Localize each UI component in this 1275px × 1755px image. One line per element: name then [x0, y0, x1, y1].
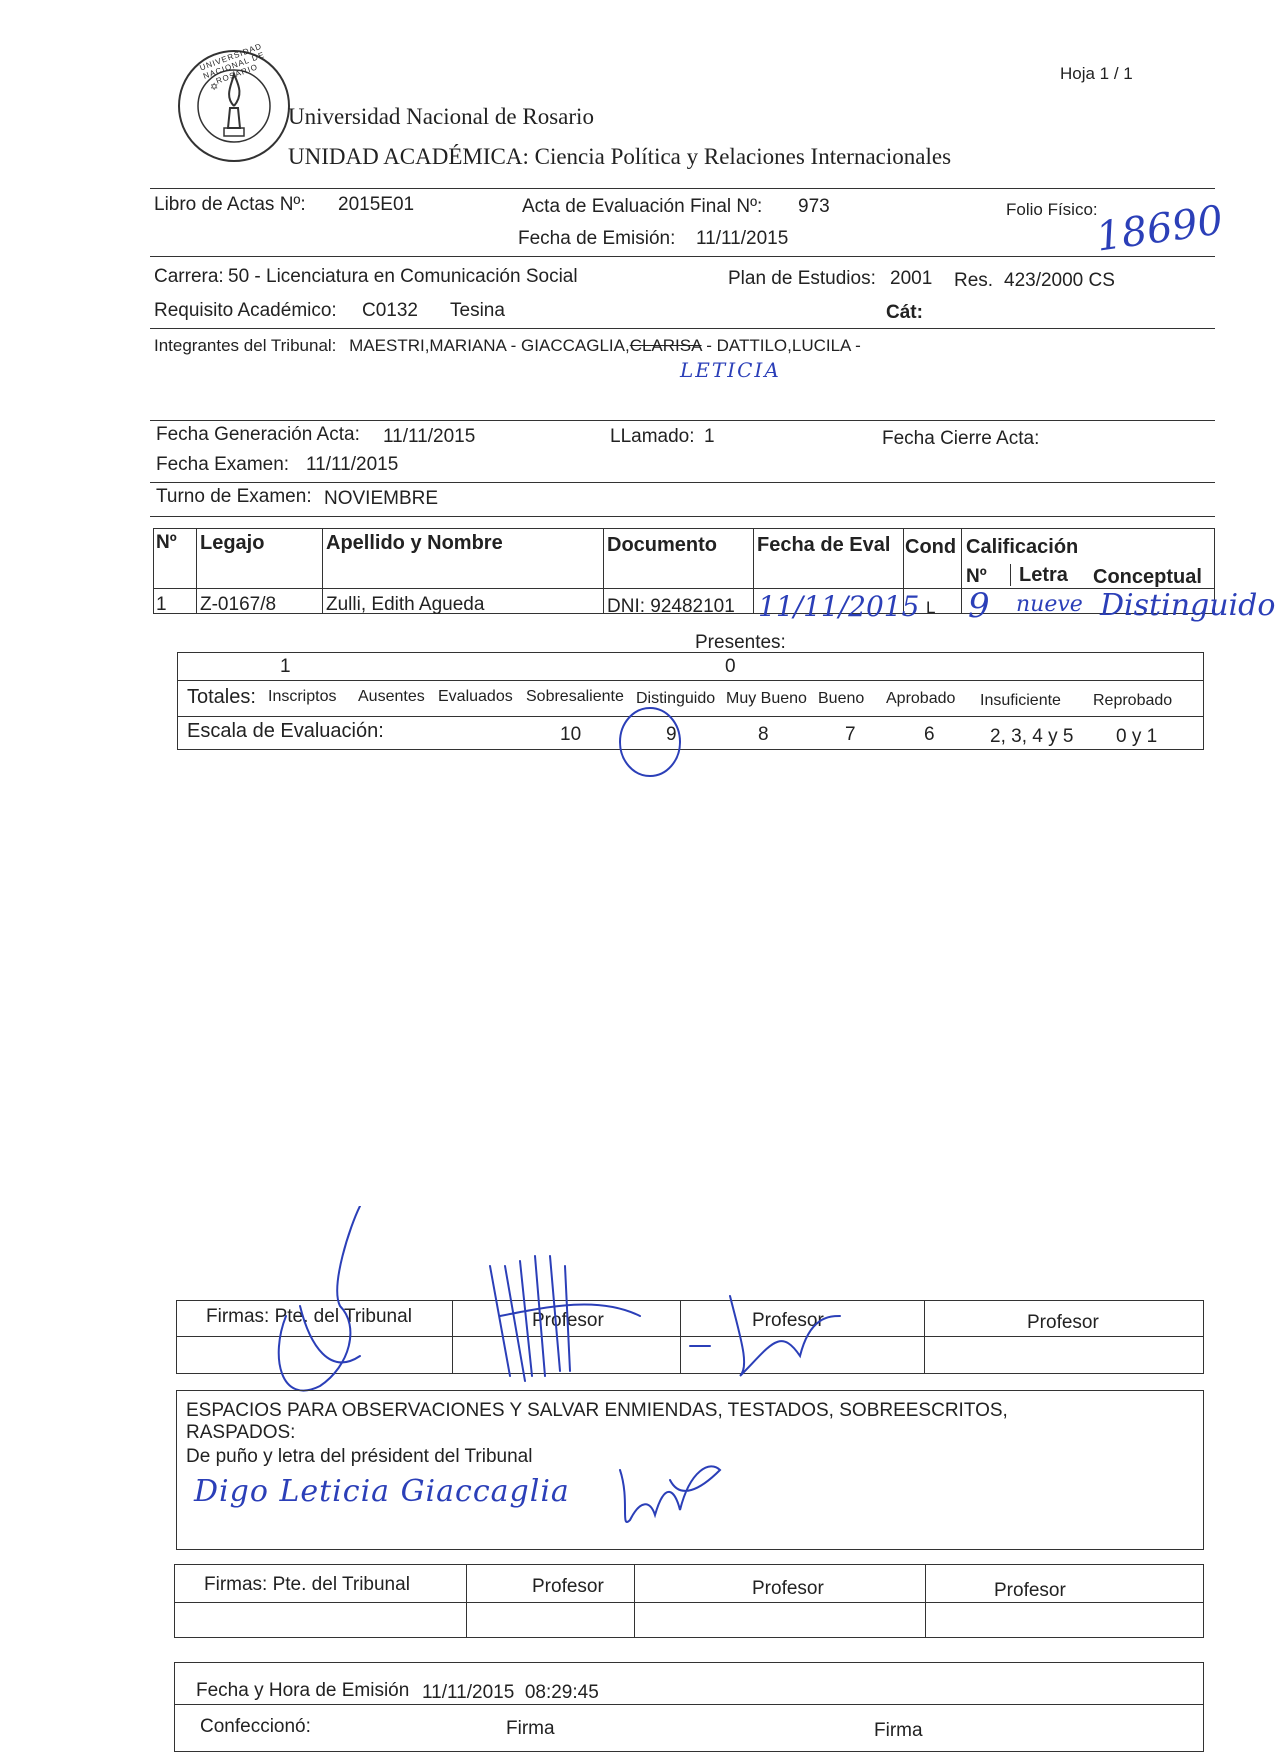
requisito-value: C0132: [362, 300, 418, 321]
escala-0-1: 0 y 1: [1116, 726, 1158, 747]
col-inscriptos: Inscriptos: [268, 688, 337, 705]
col-fecha: Fecha de Eval: [757, 534, 891, 556]
row-conceptual-handwritten: Distinguido: [1100, 588, 1275, 623]
carrera-label: Carrera:: [154, 266, 224, 287]
col-aprobado: Aprobado: [886, 690, 956, 707]
col-muy-bueno: Muy Bueno: [726, 690, 807, 707]
folio-label: Folio Físico:: [1006, 200, 1098, 219]
col-n: Nº: [156, 532, 177, 553]
generacion-value: 11/11/2015: [383, 426, 476, 447]
seal-text: UNIVERSIDAD NACIONAL DE ROSARIO: [198, 41, 267, 86]
row-n: 1: [156, 594, 167, 615]
llamado-value: 1: [704, 426, 715, 447]
col-bueno: Bueno: [818, 690, 865, 707]
sig2-profesor1: Profesor: [532, 1576, 604, 1597]
escala-8: 8: [758, 724, 769, 745]
grade-circle-mark: [612, 700, 692, 780]
tribunal-label: Integrantes del Tribunal:: [154, 336, 337, 355]
ausentes-value: 0: [725, 656, 736, 677]
page-label: Hoja 1 / 1: [1060, 64, 1133, 83]
escala-label: Escala de Evaluación:: [187, 720, 384, 742]
requisito-label: Requisito Académico:: [154, 300, 337, 321]
sig2-profesor2: Profesor: [752, 1578, 824, 1599]
cierre-label: Fecha Cierre Acta:: [882, 428, 1040, 449]
row-nombre: Zulli, Edith Agueda: [326, 594, 485, 615]
plan-label: Plan de Estudios:: [728, 268, 876, 289]
tribunal-member1: MAESTRI,MARIANA - GIACCAGLIA,: [349, 336, 630, 355]
requisito-name: Tesina: [450, 300, 505, 321]
col-reprobado: Reprobado: [1093, 692, 1173, 709]
university-name: Universidad Nacional de Rosario: [288, 104, 594, 129]
col-documento: Documento: [607, 534, 717, 556]
plan-value: 2001: [890, 268, 933, 289]
res-value: 423/2000 CS: [1004, 270, 1115, 291]
col-insuficiente: Insuficiente: [980, 692, 1061, 709]
sig1-profesor3: Profesor: [1027, 1312, 1099, 1333]
llamado-label: LLamado:: [610, 426, 695, 447]
fecha-hora-value: 11/11/2015 08:29:45: [422, 1682, 599, 1703]
firma1-label: Firma: [506, 1718, 555, 1739]
col-sobresaliente: Sobresaliente: [526, 688, 624, 705]
observaciones-handwritten: Digo Leticia Giaccaglia: [194, 1474, 570, 1509]
fecha-hora-label: Fecha y Hora de Emisión: [196, 1680, 410, 1701]
inscriptos-value: 1: [280, 656, 291, 677]
col-cal-n: Nº: [966, 566, 987, 587]
svg-text:✡: ✡: [210, 82, 219, 93]
acta-value: 973: [798, 196, 830, 217]
col-cal-conceptual: Conceptual: [1093, 566, 1202, 588]
escala-9: 9: [666, 724, 677, 745]
col-distinguido: Distinguido: [636, 690, 716, 707]
tribunal-correction-handwritten: LETICIA: [680, 358, 781, 382]
emision-value: 11/11/2015: [696, 228, 789, 249]
col-legajo: Legajo: [200, 532, 265, 554]
firma2-label: Firma: [874, 1720, 923, 1741]
row-fecha-handwritten: 11/11/2015: [758, 590, 920, 623]
tribunal-struck-name: CLARISA: [629, 336, 702, 355]
cat-label: Cát:: [886, 302, 923, 323]
col-nombre: Apellido y Nombre: [326, 532, 503, 554]
res-label: Res.: [954, 270, 994, 291]
row-legajo: Z-0167/8: [200, 594, 277, 615]
totales-label: Totales:: [187, 686, 256, 708]
escala-7: 7: [845, 724, 856, 745]
turno-label: Turno de Examen:: [156, 486, 312, 507]
tribunal-members-rest: - DATTILO,LUCILA -: [701, 336, 861, 355]
tribunal-line: [154, 336, 861, 356]
observaciones-title2: RASPADOS:: [186, 1422, 296, 1443]
emision-label: Fecha de Emisión:: [518, 228, 676, 249]
libro-label: Libro de Actas Nº:: [154, 194, 306, 215]
observaciones-subtitle: De puño y letra del président del Tribunal: [186, 1446, 533, 1467]
sig1-profesor1: Profesor: [532, 1310, 604, 1331]
observaciones-title: ESPACIOS PARA OBSERVACIONES Y SALVAR ENMIENDAS, TESTADOS, SOBREESCRITOS,: [186, 1400, 1008, 1421]
examen-value: 11/11/2015: [306, 454, 399, 475]
col-evaluados: Evaluados: [438, 688, 513, 705]
row-nota-handwritten: 9: [968, 586, 990, 626]
escala-6: 6: [924, 724, 935, 745]
carrera-value: 50 - Licenciatura en Comunicación Social: [228, 266, 578, 287]
observaciones-signature: [610, 1440, 730, 1540]
sig1-profesor2: Profesor: [752, 1310, 824, 1331]
col-ausentes: Ausentes: [358, 688, 425, 705]
escala-10: 10: [560, 724, 582, 745]
row-letra-handwritten: nueve: [1016, 592, 1083, 617]
sig1-firmas-label: Firmas: Pte. del Tribunal: [206, 1306, 412, 1327]
acta-label: Acta de Evaluación Final Nº:: [522, 196, 763, 217]
col-cal-letra: Letra: [1019, 564, 1068, 586]
escala-2-5: 2, 3, 4 y 5: [990, 726, 1074, 747]
row-cond: L: [926, 598, 936, 617]
sig2-profesor3: Profesor: [994, 1580, 1066, 1601]
folio-handwritten: 18690: [1093, 197, 1226, 261]
libro-value: 2015E01: [338, 194, 415, 215]
presentes-label: Presentes:: [695, 632, 786, 653]
col-calificacion: Calificación: [966, 536, 1079, 558]
footer-box: [174, 1662, 1204, 1752]
examen-label: Fecha Examen:: [156, 454, 290, 475]
sig2-firmas-label: Firmas: Pte. del Tribunal: [204, 1574, 410, 1595]
col-cond: Cond: [905, 536, 957, 558]
academic-unit: UNIDAD ACADÉMICA: Ciencia Política y Relaciones Internacionales: [288, 144, 952, 169]
turno-value: NOVIEMBRE: [324, 488, 439, 509]
generacion-label: Fecha Generación Acta:: [156, 424, 360, 445]
confecciono-label: Confeccionó:: [200, 1716, 311, 1737]
signature-scribbles: [270, 1206, 870, 1406]
row-documento: DNI: 92482101: [607, 596, 735, 617]
